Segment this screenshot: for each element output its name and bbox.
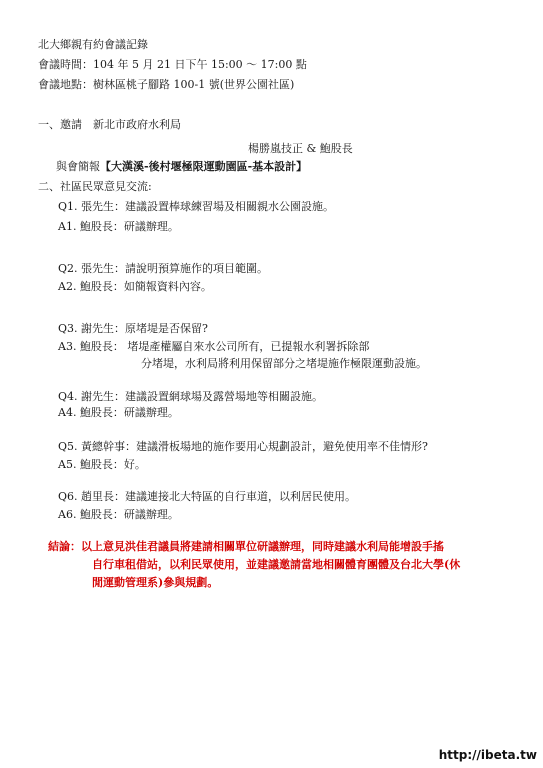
question-5: Q5. 黃總幹事：建議滑板場地的施作要用心規劃設計，避免使用率不佳情形? — [58, 440, 428, 453]
conclusion-text-1: 以上意見洪佳君議員將建請相關單位研議辦理，同時建議水利局能增設手搖 — [81, 540, 444, 553]
answer-1: A1. 鮑股長：研議辦理。 — [58, 220, 179, 233]
briefing-prefix: 與會簡報 — [56, 160, 100, 173]
question-2: Q2. 張先生：請說明預算施作的項目範圍。 — [58, 262, 269, 275]
briefing-line — [56, 160, 307, 174]
question-6: Q6. 趙里長：建議連接北大特區的自行車道，以利居民使用。 — [58, 490, 357, 503]
question-4: Q4. 謝先生：建議設置網球場及露營場地等相關設施。 — [58, 390, 324, 403]
answer-3-continued: 分堵堤，水利局將利用保留部分之堵堤施作極限運動設施。 — [141, 357, 427, 370]
document-title: 北大鄉親有約會議記錄 — [38, 38, 148, 51]
conclusion-line-3: 閒運動管理系)參與規劃。 — [92, 576, 219, 589]
answer-3: A3. 鮑股長： 堵堤產權屬自來水公司所有，已提報水利署拆除部 — [58, 340, 370, 353]
conclusion-line-2: 自行車租借站，以利民眾使用，並建議邀請當地相關體育團體及台北大學(休 — [92, 558, 461, 571]
answer-2: A2. 鮑股長：如簡報資料內容。 — [58, 280, 212, 293]
attendees: 楊勝嵐技正 & 鮑股長 — [248, 142, 353, 155]
conclusion-line-1 — [48, 540, 444, 554]
section2-heading: 二、社區民眾意見交流: — [38, 180, 152, 193]
answer-6: A6. 鮑股長：研議辦理。 — [58, 508, 179, 521]
answer-5: A5. 鮑股長：好。 — [58, 458, 146, 471]
section1-heading: 一、邀請 新北市政府水利局 — [38, 118, 181, 131]
answer-4: A4. 鮑股長：研議辦理。 — [58, 406, 179, 419]
question-1: Q1. 張先生：建議設置棒球練習場及相關親水公園設施。 — [58, 200, 335, 213]
briefing-title: 【大漢溪-後村堰極限運動園區-基本設計】 — [100, 160, 308, 173]
meeting-time: 會議時間：104 年 5 月 21 日下午 15:00 ～ 17:00 點 — [38, 58, 307, 71]
conclusion-label: 結論： — [48, 540, 81, 553]
question-3: Q3. 謝先生：原堵堤是否保留? — [58, 322, 208, 335]
site-watermark: http://ibeta.tw — [438, 748, 537, 762]
meeting-place: 會議地點：樹林區桃子腳路 100-1 號(世界公園社區) — [38, 78, 295, 91]
